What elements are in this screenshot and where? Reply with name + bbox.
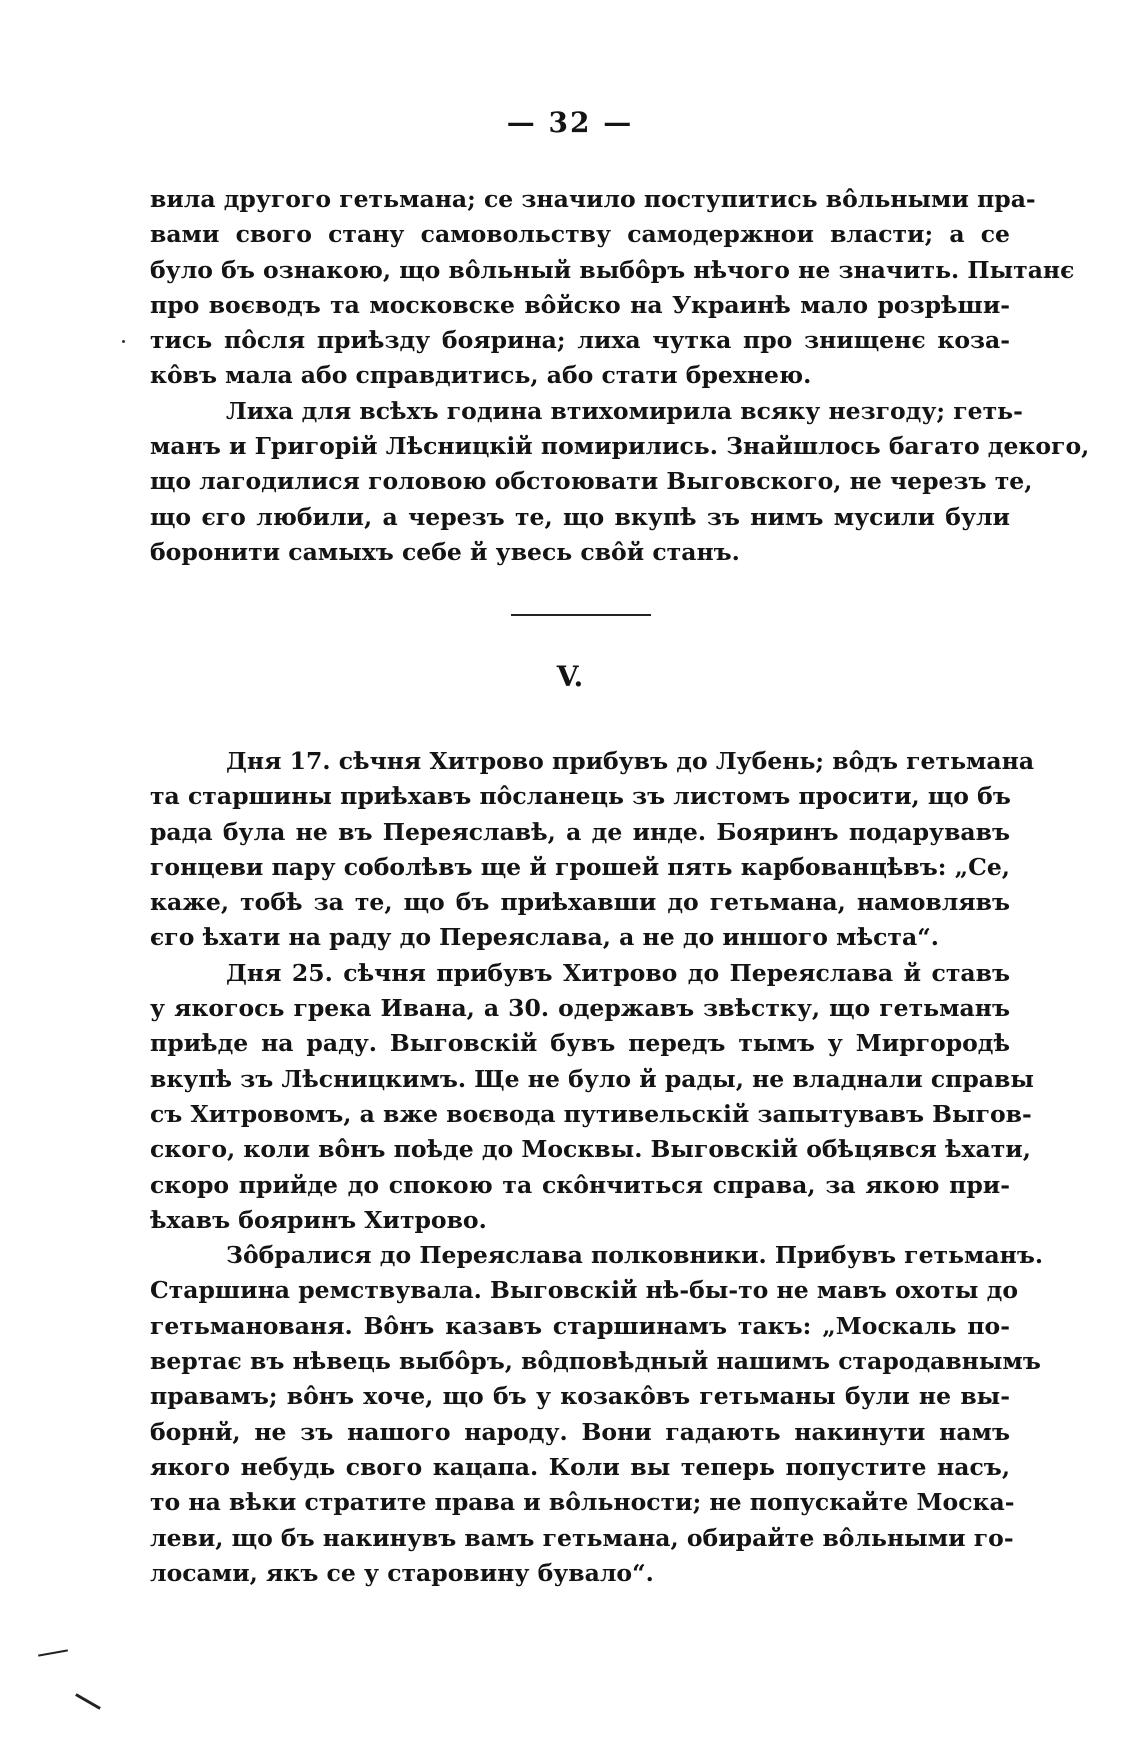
text-line: Лиха для всѣхъ година втихомирила всяку незгоду; геть- [226,396,1023,425]
text-line: ѣхавъ бояринъ Хитрово. [150,1205,487,1234]
text-line: рада була не въ Переяславѣ, а де инде. Бояринъ подарувавъ [150,817,1010,846]
text-line: ского, коли вôнъ поѣде до Москвы. Выговскій обѣцявся ѣхати, [150,1135,1031,1164]
text-line: борнй, не зъ нашого народу. Вони гадають накинути намъ [150,1417,1010,1446]
section-heading: V. [556,660,584,693]
text-line: скоро прийде до спокою та скôнчиться справа, за якою при- [150,1170,1010,1199]
text-line: що лагодилися головою обстоювати Выговского, не черезъ те, [150,467,1033,496]
text-line: Зôбралися до Переяслава полковники. Прибувъ гетьманъ. [226,1241,1044,1270]
text-line: то на вѣки стратите права и вôльности; не попускайте Моска- [150,1488,1015,1517]
text-line: кôвъ мала або справдитись, або стати брехнею. [150,361,812,390]
text-line: тись пôсля приѣзду боярина; лиха чутка про знищенє коза- [150,326,1010,355]
text-line: гетьманованя. Вôнъ казавъ старшинамъ такъ: „Москаль по- [150,1311,1010,1340]
text-line: вила другого гетьмана; се значило поступитись вôльными пра- [150,185,1036,213]
text-line: Дня 25. сѣчня прибувъ Хитрово до Переяслава й ставъ [226,958,1010,987]
text-line: лосами, якъ се у старовину бувало“. [150,1558,654,1587]
text-line: леви, що бъ накинувъ вамъ гетьмана, обирайте вôльными го- [150,1523,1014,1552]
text-line: було бъ ознакою, що вôльный выбôръ нѣчого не значить. Пытанє [150,255,1075,284]
text-line: у якогось грека Ивана, а 30. одержавъ звѣстку, що гетьманъ [150,994,1010,1023]
text-line: съ Хитровомъ, а вже воєвода путивельскій запытувавъ Выгов- [150,1099,1032,1128]
text-line: манъ и Григорій Лѣсницкій помирились. Знайшлось багато декого, [150,432,1090,461]
section-divider [511,614,651,616]
text-line: єго ѣхати на раду до Переяслава, а не до иншого мѣста“. [150,923,939,952]
text-line: та старшины приѣхавъ пôсланець зъ листомъ просити, що бъ [150,782,1011,811]
text-line: вами свого стану самовольству самодержнои власти; а се [150,220,1010,249]
text-block-2 [150,744,1044,1591]
text-line: вкупѣ зъ Лѣсницкимъ. Ще не було й рады, не владнали справы [150,1064,1034,1093]
text-line: що єго любили, а черезъ те, що вкупѣ зъ нимъ мусили були [150,502,1010,531]
text-line: гонцеви пару соболѣвъ ще й грошей пять карбованцѣвъ: „Се, [150,852,1010,881]
margin-mark [38,1649,68,1656]
speck [122,340,125,343]
text-line: приѣде на раду. Выговскій бувъ передъ тымъ у Миргородѣ [150,1029,1010,1058]
margin-mark [75,1693,101,1710]
text-line: Старшина ремствувала. Выговскій нѣ-бы-то не мавъ охоты до [150,1276,1018,1305]
page-number: — 32 — [506,106,634,139]
text-line: каже, тобѣ за те, що бъ приѣхавши до гетьмана, намовлявъ [150,888,1010,917]
text-line: Дня 17. сѣчня Хитрово прибувъ до Лубень; вôдъ гетьмана [226,747,1035,775]
text-line: правамъ; вôнъ хоче, що бъ у козакôвъ гетьманы були не вы- [150,1382,1010,1411]
text-line: вертає въ нѣвець выбôръ, вôдповѣдный нашимъ стародавнымъ [150,1347,1041,1376]
text-line: боронити самыхъ себе й увесь свôй станъ. [150,537,740,566]
text-line: про воєводъ та московске вôйско на Украинѣ мало розрѣши- [150,290,1010,319]
text-block-1 [150,182,1090,570]
text-line: якого небудь свого кацапа. Коли вы теперь попустите насъ, [150,1452,1010,1481]
